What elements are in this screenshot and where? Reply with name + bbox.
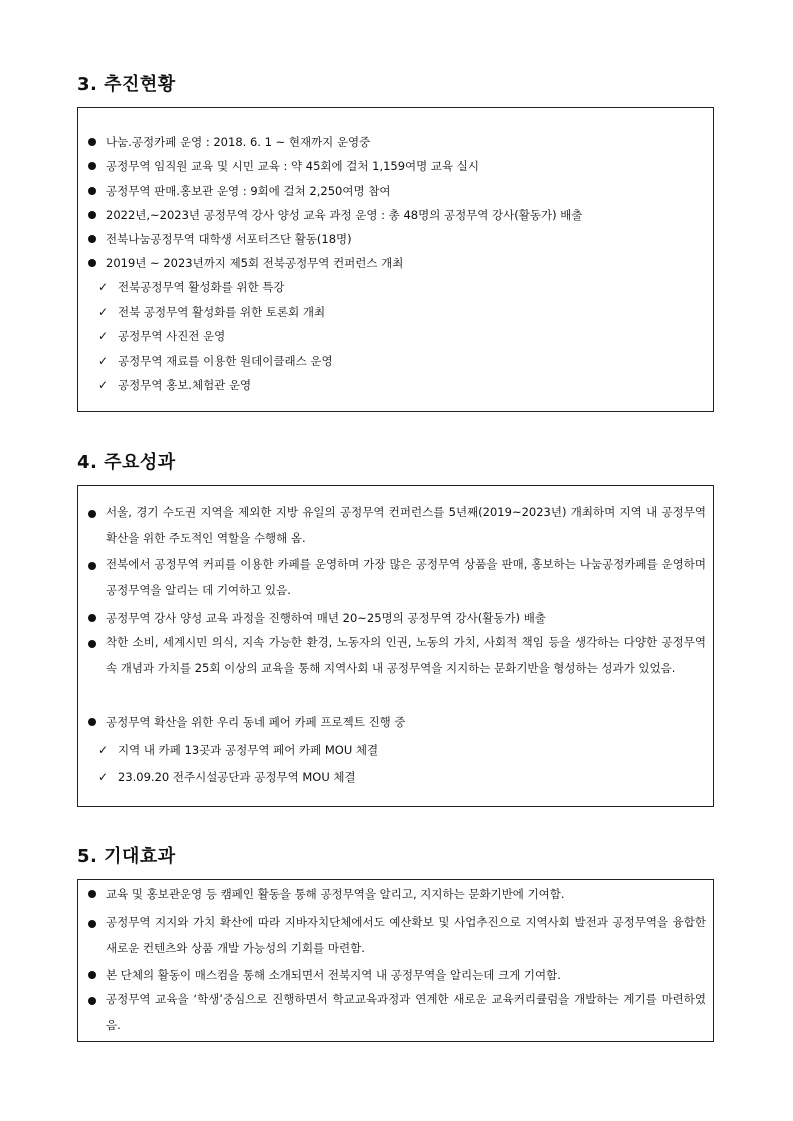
progress-item: 2019년 ~ 2023년까지 제5회 전북공정무역 컨퍼런스 개최 bbox=[106, 256, 404, 270]
section-title-expected-effects: 5. 기대효과 bbox=[77, 846, 176, 867]
bullet-icon bbox=[88, 235, 96, 243]
progress-box bbox=[77, 107, 714, 412]
bullet-icon bbox=[88, 187, 96, 195]
bullet-icon bbox=[88, 138, 96, 146]
section-title-achievements: 4. 주요성과 bbox=[77, 452, 176, 473]
bullet-icon bbox=[88, 890, 96, 898]
achievements-box bbox=[77, 485, 714, 807]
bullet-icon bbox=[88, 971, 96, 979]
expected-effects-box bbox=[77, 879, 714, 1042]
bullet-icon bbox=[88, 640, 96, 648]
achievement-item: 전북에서 공정무역 커피를 이용한 카페를 운영하며 가장 많은 공정무역 상품을 판매, 홍보하는 나눔공정카페를 운영하며 공정무역을 알리는 데 기여하고 있음. bbox=[106, 557, 706, 597]
progress-item: 2022년,~2023년 공정무역 강사 양성 교육 과정 운영 : 총 48명의 공정무역 강사(활동가) 배출 bbox=[106, 208, 583, 222]
section-title-progress: 3. 추진현황 bbox=[77, 74, 176, 95]
bullet-icon bbox=[88, 259, 96, 267]
checkmark-icon: ✓ bbox=[98, 354, 109, 368]
effect-item: 본 단체의 활동이 매스컴을 통해 소개되면서 전북지역 내 공정무역을 알리는데 크게 기여함. bbox=[106, 968, 561, 982]
effect-item: 공정무역 지지와 가치 확산에 따라 지바자치단체에서도 예산확보 및 사업추진으로 지역사회 발전과 공정무역을 융합한 새로운 컨텐츠와 상품 개발 가능성의 기회를 마련함. bbox=[106, 915, 706, 955]
checkmark-icon: ✓ bbox=[98, 329, 109, 343]
achievement-item: 공정무역 강사 양성 교육 과정을 진행하여 매년 20~25명의 공정무역 강사(활동가) 배출 bbox=[106, 611, 546, 625]
progress-subitem: 전북공정무역 활성화를 위한 특강 bbox=[118, 280, 285, 294]
achievement-item: 공정무역 확산을 위한 우리 동네 페어 카페 프로젝트 진행 중 bbox=[106, 715, 406, 729]
progress-item: 나눔.공정카페 운영 : 2018. 6. 1 ~ 현재까지 운영중 bbox=[106, 135, 371, 149]
progress-item: 공정무역 임직원 교육 및 시민 교육 : 약 45회에 걸처 1,159여명 교육 실시 bbox=[106, 159, 480, 173]
progress-subitem: 전북 공정무역 활성화를 위한 토론회 개최 bbox=[118, 305, 326, 319]
achievement-item: 착한 소비, 세계시민 의식, 지속 가능한 환경, 노동자의 인권, 노동의 가치, 사회적 책임 등을 생각하는 다양한 공정무역 속 개념과 가치를 25회 이상의 교육을 통해 지역사회 내 공정무역을 지지하는 문화기반을 형성하는 성과가 있었음. bbox=[106, 635, 706, 675]
progress-subitem: 공정무역 사진전 운영 bbox=[118, 329, 226, 343]
effect-item: 교육 및 홍보관운영 등 캠페인 활동을 통해 공정무역을 알리고, 지지하는 문화기반에 기여함. bbox=[106, 887, 565, 901]
checkmark-icon: ✓ bbox=[98, 280, 109, 294]
checkmark-icon: ✓ bbox=[98, 305, 109, 319]
progress-item: 공정무역 판매.홍보관 운영 : 9회에 걸쳐 2,250여명 참여 bbox=[106, 184, 391, 198]
bullet-icon bbox=[88, 997, 96, 1005]
progress-subitem: 공정무역 홍보.체험관 운영 bbox=[118, 378, 252, 392]
bullet-icon bbox=[88, 510, 96, 518]
progress-subitem: 공정무역 재료를 이용한 원데이클래스 운영 bbox=[118, 354, 333, 368]
checkmark-icon: ✓ bbox=[98, 378, 109, 392]
progress-item: 전북나눔공정무역 대학생 서포터즈단 활동(18명) bbox=[106, 232, 352, 246]
bullet-icon bbox=[88, 562, 96, 570]
bullet-icon bbox=[88, 162, 96, 170]
achievement-subitem: 지역 내 카페 13곳과 공정무역 페어 카페 MOU 체결 bbox=[118, 743, 379, 757]
bullet-icon bbox=[88, 718, 96, 726]
checkmark-icon: ✓ bbox=[98, 743, 109, 757]
bullet-icon bbox=[88, 614, 96, 622]
achievement-item: 서울, 경기 수도권 지역을 제외한 지방 유일의 공정무역 컨퍼런스를 5년째(2019~2023년) 개최하며 지역 내 공정무역 확산을 위한 주도적인 역할을 수행해 옴. bbox=[106, 505, 706, 545]
effect-item: 공정무역 교육을 ‘학생’중심으로 진행하면서 학교교육과정과 연계한 새로운 교육커리큘럼을 개발하는 계기를 마련하였음. bbox=[106, 992, 706, 1032]
checkmark-icon: ✓ bbox=[98, 770, 109, 784]
bullet-icon bbox=[88, 920, 96, 928]
bullet-icon bbox=[88, 211, 96, 219]
achievement-subitem: 23.09.20 전주시설공단과 공정무역 MOU 체결 bbox=[118, 770, 356, 784]
